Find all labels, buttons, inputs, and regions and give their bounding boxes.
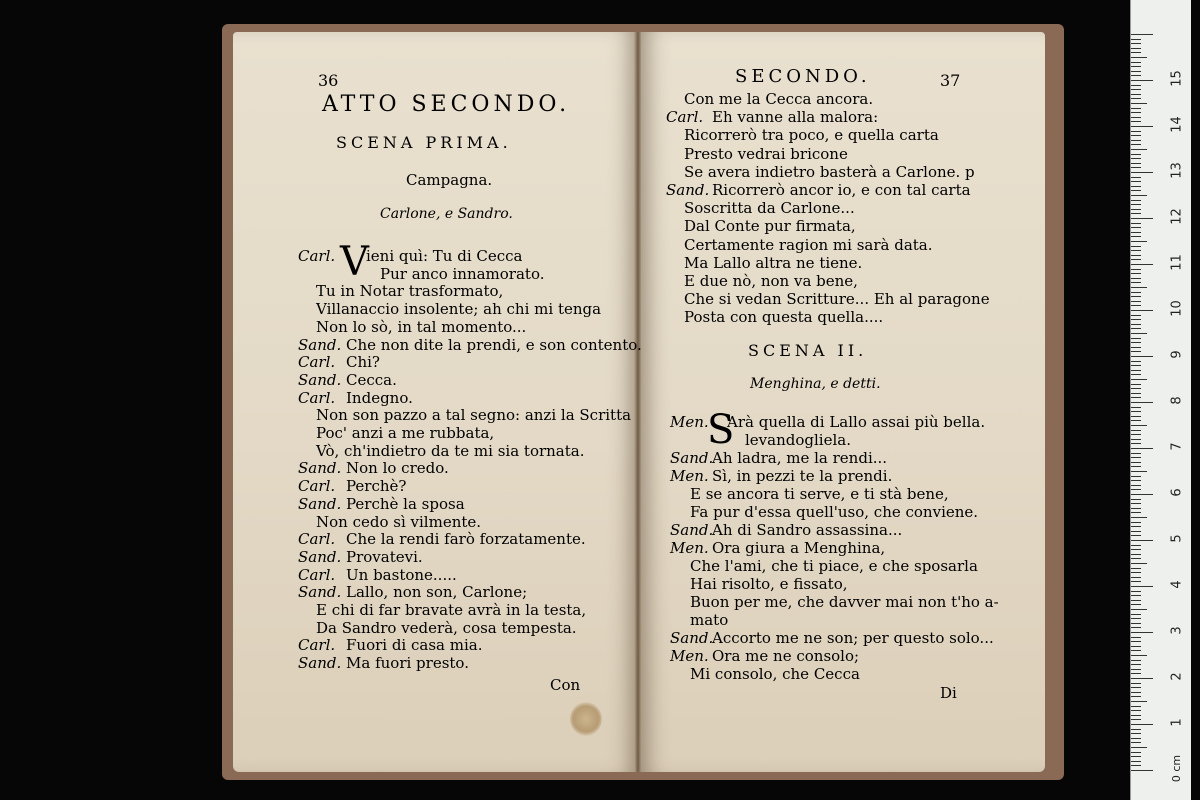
speaker-label: Carl. — [298, 636, 336, 655]
ruler-tick — [1131, 669, 1141, 670]
ruler-tick — [1131, 246, 1141, 247]
ruler-tick — [1131, 374, 1141, 375]
ruler-number: 4 — [1169, 580, 1185, 589]
ruler-tick — [1131, 485, 1141, 486]
ruler-number: 5 — [1169, 534, 1185, 543]
ruler-tick — [1131, 489, 1141, 490]
ruler-tick — [1131, 39, 1141, 40]
ruler-tick — [1131, 328, 1141, 329]
ruler-tick — [1131, 342, 1141, 343]
ruler-tick — [1131, 296, 1141, 297]
setting-label: Campagna. — [406, 171, 493, 189]
ruler-tick — [1131, 250, 1141, 251]
ruler-tick — [1131, 632, 1153, 633]
ruler-tick — [1131, 172, 1153, 173]
ruler-tick — [1131, 462, 1141, 463]
ruler-tick — [1131, 236, 1141, 237]
verse-line: Certamente ragion mi sarà data. — [684, 235, 933, 254]
verse-line: Fa pur d'essa quell'uso, che conviene. — [690, 503, 979, 521]
speaker-label: Sand. — [298, 547, 342, 566]
ruler-tick — [1131, 204, 1141, 205]
ruler-tick — [1131, 370, 1141, 371]
verse-line: E se ancora ti serve, e ti stà bene, — [690, 485, 949, 503]
ruler-tick — [1131, 213, 1141, 214]
ruler-tick — [1131, 526, 1141, 527]
ruler-tick — [1131, 609, 1147, 610]
ruler-tick — [1131, 752, 1141, 753]
verse-line: Perchè la sposa — [346, 494, 465, 513]
verse-line: Vò, ch'indietro da te mi sia tornata. — [316, 441, 585, 460]
speaker-label: Sand. — [298, 494, 342, 513]
verse-line: Arà quella di Lallo assai più bella. — [727, 413, 986, 431]
speaker-label: Men. — [670, 647, 709, 665]
ruler-tick — [1131, 259, 1141, 260]
ruler-tick — [1131, 614, 1141, 615]
ruler-tick — [1131, 687, 1141, 688]
ruler-tick — [1131, 627, 1141, 628]
ruler-tick — [1131, 407, 1141, 408]
ruler-tick — [1131, 430, 1141, 431]
ruler-tick — [1131, 89, 1141, 90]
speaker-label: Carl. — [298, 565, 336, 584]
ruler-tick — [1131, 388, 1141, 389]
ruler-tick — [1131, 696, 1141, 697]
verse-line: Soscritta da Carlone... — [684, 199, 855, 218]
ruler-tick — [1131, 223, 1141, 224]
ruler-tick — [1131, 756, 1141, 757]
ruler-tick — [1131, 581, 1141, 582]
ruler-tick — [1131, 273, 1141, 274]
ruler-tick — [1131, 770, 1153, 771]
ruler-tick — [1131, 466, 1141, 467]
ruler-tick — [1131, 209, 1141, 210]
ruler-tick — [1131, 62, 1141, 63]
ruler-tick — [1131, 568, 1141, 569]
speaker-label: Sand. — [298, 370, 342, 389]
ruler-tick — [1131, 361, 1141, 362]
speaker-label: Sand. — [298, 654, 342, 673]
ruler-tick — [1131, 57, 1147, 58]
verse-line: Ah di Sandro assassina... — [712, 521, 903, 539]
ruler-tick — [1131, 765, 1141, 766]
page-number-right: 37 — [940, 71, 961, 90]
verse-line: Un bastone..... — [346, 565, 457, 584]
ruler-tick — [1131, 678, 1153, 679]
ruler-number: 2 — [1169, 672, 1185, 681]
ruler-number: 3 — [1169, 626, 1185, 635]
verse-line: Lallo, non son, Carlone; — [346, 583, 528, 602]
ruler-tick — [1131, 241, 1147, 242]
verse-line: Non son pazzo a tal segno: anzi la Scritta — [316, 406, 632, 425]
ruler-tick — [1131, 586, 1153, 587]
ruler-tick — [1131, 572, 1141, 573]
ruler-tick — [1131, 301, 1141, 302]
verse-line: Poc' anzi a me rubbata, — [316, 424, 495, 442]
ruler-tick — [1131, 499, 1141, 500]
running-head: SECONDO. — [735, 66, 871, 87]
catchword-left: Con — [550, 676, 581, 694]
speaker-label: Sand. — [298, 335, 342, 354]
verse-line: E chi di far bravate avrà in la testa, — [316, 601, 587, 619]
ruler-tick — [1131, 724, 1153, 725]
ruler-tick — [1131, 282, 1141, 283]
ruler-tick — [1131, 710, 1141, 711]
ruler-tick — [1131, 545, 1141, 546]
ruler-tick — [1131, 618, 1141, 619]
ruler-tick — [1131, 167, 1141, 168]
ruler-number: 1 — [1169, 718, 1185, 727]
ruler-tick — [1131, 319, 1141, 320]
ruler-tick — [1131, 85, 1141, 86]
ruler-tick — [1131, 540, 1153, 541]
ruler-tick — [1131, 190, 1141, 191]
ruler-tick — [1131, 476, 1141, 477]
ruler-tick — [1131, 269, 1141, 270]
ruler-tick — [1131, 558, 1141, 559]
verse-line: Indegno. — [346, 388, 413, 407]
verse-line: Mi consolo, che Cecca — [690, 665, 860, 683]
ruler-tick — [1131, 738, 1141, 739]
ruler-tick — [1131, 324, 1141, 325]
ruler-tick — [1131, 356, 1153, 357]
ruler-tick — [1131, 103, 1147, 104]
ruler-tick — [1131, 310, 1153, 311]
verse-line: Ora me ne consolo; — [712, 647, 860, 665]
ruler-tick — [1131, 453, 1141, 454]
ruler-tick — [1131, 591, 1141, 592]
speaker-label: Men. — [670, 467, 709, 485]
verse-line: Non lo credo. — [346, 459, 449, 478]
ruler-tick — [1131, 158, 1141, 159]
act-title: ATTO SECONDO. — [322, 92, 571, 117]
verse-line: E due nò, non va bene, — [684, 272, 858, 290]
ruler-number: 7 — [1169, 442, 1185, 451]
ruler-tick — [1131, 393, 1141, 394]
speaker-label: Carl. — [666, 108, 704, 127]
verse-line: Posta con questa quella.... — [684, 308, 884, 327]
ruler-tick — [1131, 232, 1141, 233]
ruler-tick — [1131, 701, 1147, 702]
verse-line: Cecca. — [346, 370, 397, 389]
ruler-tick — [1131, 140, 1141, 141]
ruler-number: 11 — [1169, 254, 1185, 271]
ruler-tick — [1131, 384, 1141, 385]
ruler-tick — [1131, 121, 1141, 122]
ruler-tick — [1131, 443, 1141, 444]
ruler-tick — [1131, 278, 1141, 279]
speaker-label: Sand. — [298, 459, 342, 478]
ruler-tick — [1131, 416, 1141, 417]
verse-line: Che si vedan Scritture... Eh al paragone — [684, 290, 990, 309]
verse-line: Hai risolto, e fissato, — [690, 575, 848, 593]
ruler-tick — [1131, 439, 1141, 440]
ruler-number: 12 — [1169, 208, 1185, 225]
ruler-tick — [1131, 448, 1153, 449]
ruler-tick — [1131, 80, 1153, 81]
speaker-label: Men. — [670, 539, 709, 557]
verse-line: Che non dite la prendi, e son contento. — [346, 335, 642, 354]
ruler-tick — [1131, 531, 1141, 532]
ruler-tick — [1131, 600, 1141, 601]
speaker-label: Sand. — [670, 449, 714, 467]
ruler-tick — [1131, 292, 1141, 293]
scene-title-left: SCENA PRIMA. — [336, 133, 512, 152]
ruler-tick — [1131, 71, 1141, 72]
ruler-tick — [1131, 512, 1141, 513]
ruler-tick — [1131, 554, 1141, 555]
verse-line: Non lo sò, in tal momento... — [316, 317, 527, 336]
scene-title-right: SCENA II. — [748, 341, 868, 360]
ruler-tick — [1131, 351, 1141, 352]
ruler-tick — [1131, 34, 1153, 35]
ruler-tick — [1131, 365, 1141, 366]
verse-line: Ricorrerò tra poco, e quella carta — [684, 126, 939, 145]
dropcap-s: S — [707, 407, 735, 453]
ruler-tick — [1131, 420, 1141, 421]
speaker-label: Sand. — [298, 583, 342, 602]
ruler-tick — [1131, 641, 1141, 642]
ruler-tick — [1131, 673, 1141, 674]
ruler-tick — [1131, 163, 1141, 164]
ruler-tick — [1131, 719, 1141, 720]
speaker-label: Sand. — [670, 521, 714, 539]
ruler-tick — [1131, 98, 1141, 99]
ruler-tick — [1131, 227, 1141, 228]
ruler-tick — [1131, 149, 1147, 150]
verse-line: Che l'ami, che ti piace, e che sposarla — [690, 557, 978, 575]
verse-line: Villanaccio insolente; ah chi mi tenga — [316, 300, 602, 319]
ruler-number: 10 — [1169, 300, 1185, 317]
ruler-tick — [1131, 177, 1141, 178]
ruler-unit: 0 cm — [1170, 754, 1184, 783]
ruler-tick — [1131, 52, 1141, 53]
verse-line: Ah ladra, me la rendi... — [712, 449, 888, 467]
ruler-tick — [1131, 126, 1153, 127]
ruler-tick — [1131, 425, 1147, 426]
ruler-tick — [1131, 747, 1147, 748]
speaker-label: Carl. — [298, 477, 336, 496]
ruler-tick — [1131, 655, 1147, 656]
verse-line: Accorto me ne son; per questo solo... — [712, 629, 994, 647]
ruler-tick — [1131, 48, 1141, 49]
ruler-tick — [1131, 255, 1141, 256]
ruler-tick — [1131, 305, 1141, 306]
ruler-tick — [1131, 402, 1153, 403]
ruler-tick — [1131, 434, 1141, 435]
measuring-ruler — [1130, 0, 1191, 800]
ruler-tick — [1131, 646, 1141, 647]
speaker-label: Carl. — [298, 353, 336, 372]
ruler-tick — [1131, 347, 1141, 348]
verse-line: mato — [690, 611, 729, 629]
verse-line: Che la rendi farò forzatamente. — [346, 530, 586, 549]
ruler-tick — [1131, 503, 1141, 504]
characters-right: Menghina, e detti. — [750, 376, 881, 392]
ruler-tick — [1131, 117, 1141, 118]
ruler-tick — [1131, 706, 1141, 707]
verse-line: Ora giura a Menghina, — [712, 539, 886, 557]
ruler-tick — [1131, 715, 1141, 716]
verse-line: Chi? — [346, 353, 380, 372]
ruler-number: 6 — [1169, 488, 1185, 497]
verse-line: Provatevi. — [346, 547, 423, 566]
speaker-label: Carl. — [298, 388, 336, 407]
verse-line: Dal Conte pur firmata, — [684, 217, 856, 236]
verse-line: Ma fuori presto. — [346, 654, 469, 673]
ruler-tick — [1131, 200, 1141, 201]
ruler-tick — [1131, 595, 1141, 596]
ruler-tick — [1131, 457, 1141, 458]
verse-line: Perchè? — [346, 477, 407, 496]
ruler-tick — [1131, 664, 1141, 665]
ruler-tick — [1131, 623, 1141, 624]
verse-line: Fuori di casa mia. — [346, 636, 483, 655]
ruler-tick — [1131, 397, 1141, 398]
verse-line: ieni quì: Tu di Cecca — [366, 247, 523, 265]
ruler-tick — [1131, 131, 1141, 132]
ruler-number: 8 — [1169, 396, 1185, 405]
ruler-tick — [1131, 94, 1141, 95]
ruler-tick — [1131, 333, 1147, 334]
verse-line: Non cedo sì vilmente. — [316, 512, 482, 531]
ruler-number: 14 — [1169, 116, 1185, 133]
verse-line: Tu in Notar trasformato, — [316, 282, 504, 301]
ruler-tick — [1131, 75, 1141, 76]
ruler-tick — [1131, 577, 1141, 578]
verse-line: levandogliela. — [745, 431, 851, 449]
verse-line: Sì, in pezzi te la prendi. — [712, 467, 893, 485]
ruler-tick — [1131, 517, 1147, 518]
ruler-tick — [1131, 108, 1141, 109]
ruler-tick — [1131, 563, 1147, 564]
speaker-label: Sand. — [666, 181, 710, 199]
paper-stain — [570, 702, 602, 736]
ruler-tick — [1131, 494, 1153, 495]
page-number-left: 36 — [318, 71, 339, 90]
ruler-tick — [1131, 264, 1153, 265]
characters-left: Carlone, e Sandro. — [380, 206, 513, 222]
ruler-tick — [1131, 692, 1141, 693]
speaker-label: Carl. — [298, 530, 336, 549]
ruler-tick — [1131, 729, 1141, 730]
ruler-tick — [1131, 535, 1141, 536]
speaker-label: Sand. — [670, 629, 714, 647]
verse-line: Presto vedrai bricone — [684, 144, 848, 163]
ruler-tick — [1131, 144, 1141, 145]
ruler-tick — [1131, 471, 1147, 472]
ruler-tick — [1131, 315, 1141, 316]
verse-line: Ricorrerò ancor io, e con tal carta — [712, 181, 971, 199]
verse-line: Ma Lallo altra ne tiene. — [684, 253, 863, 272]
ruler-number: 15 — [1169, 70, 1185, 87]
ruler-tick — [1131, 181, 1141, 182]
ruler-tick — [1131, 660, 1141, 661]
ruler-tick — [1131, 135, 1141, 136]
ruler-tick — [1131, 480, 1141, 481]
ruler-tick — [1131, 761, 1141, 762]
speaker-label: Men. — [670, 413, 709, 431]
ruler-tick — [1131, 112, 1141, 113]
ruler-tick — [1131, 218, 1153, 219]
ruler-tick — [1131, 508, 1141, 509]
ruler-tick — [1131, 154, 1141, 155]
ruler-tick — [1131, 66, 1141, 67]
verse-line: Buon per me, che davver mai non t'ho a- — [690, 593, 999, 611]
verse-line: Pur anco innamorato. — [380, 264, 545, 283]
ruler-tick — [1131, 186, 1141, 187]
ruler-number: 9 — [1169, 350, 1185, 359]
ruler-tick — [1131, 733, 1141, 734]
verse-line: Eh vanne alla malora: — [712, 108, 879, 127]
ruler-tick — [1131, 411, 1141, 412]
ruler-tick — [1131, 338, 1141, 339]
ruler-tick — [1131, 604, 1141, 605]
ruler-tick — [1131, 195, 1147, 196]
dropcap-v: V — [340, 239, 369, 285]
ruler-tick — [1131, 549, 1141, 550]
verse-line: Da Sandro vederà, cosa tempesta. — [316, 618, 577, 637]
ruler-tick — [1131, 683, 1141, 684]
ruler-tick — [1131, 287, 1147, 288]
catchword-right: Di — [940, 684, 957, 702]
ruler-tick — [1131, 742, 1141, 743]
ruler-tick — [1131, 522, 1141, 523]
verse-line: Con me la Cecca ancora. — [684, 90, 874, 108]
ruler-tick — [1131, 43, 1141, 44]
ruler-number: 13 — [1169, 162, 1185, 179]
ruler-tick — [1131, 379, 1147, 380]
ruler-tick — [1131, 650, 1141, 651]
speaker-label: Carl. — [298, 247, 336, 265]
ruler-tick — [1131, 637, 1141, 638]
verse-line: Se avera indietro basterà a Carlone. p — [684, 162, 975, 181]
